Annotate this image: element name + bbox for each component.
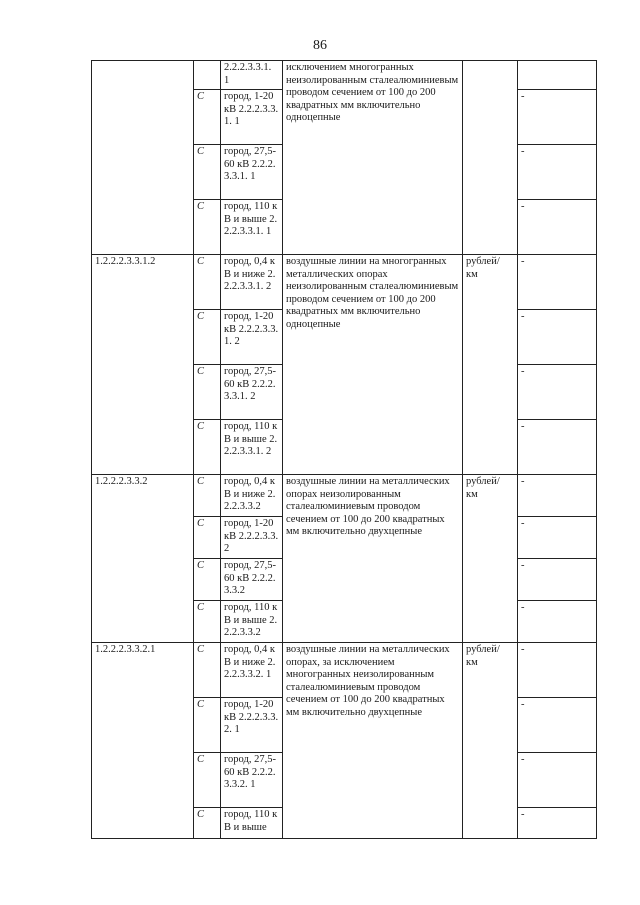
row-letter: C (194, 559, 221, 601)
row-letter: C (194, 753, 221, 808)
row-name: город, 0,4 кВ и ниже 2.2.2.3.3.1. 2 (221, 255, 283, 310)
section-unit: рублей/ км (463, 643, 518, 839)
row-name: город, 110 кВ и выше 2.2.2.3.3.1. 2 (221, 420, 283, 475)
section-description: воздушные линии на многогранных металлических опорах неизолированным сталеалюминиевым проводом сечением от 100 до 200 квадратных мм включительно одноцепные (283, 255, 463, 475)
row-value: - (518, 255, 597, 310)
row-name: город, 1-20 кВ 2.2.2.3.3.1. 1 (221, 90, 283, 145)
section-description: исключением многогранных неизолированным сталеалюминиевым проводом сечением от 100 до 200 квадратных мм включительно одноцепные (283, 61, 463, 255)
section-description: воздушные линии на металлических опорах, за исключением многогранных неизолированным сталеалюминиевым проводом сечением от 100 до 200 квадратных мм включительно двухцепные (283, 643, 463, 839)
section-code: 1.2.2.2.3.3.1.2 (92, 255, 194, 475)
row-letter: C (194, 255, 221, 310)
section-unit: рублей/ км (463, 255, 518, 475)
table-row (92, 643, 597, 698)
row-letter: C (194, 698, 221, 753)
row-name: город, 110 кВ и выше 2.2.2.3.3.1. 1 (221, 200, 283, 255)
row-letter: C (194, 808, 221, 839)
row-name: город, 1-20 кВ 2.2.2.3.3.2. 1 (221, 698, 283, 753)
section-unit: рублей/ км (463, 475, 518, 643)
page-number: 86 (313, 38, 327, 53)
row-name: город, 27,5-60 кВ 2.2.2.3.3.1. 2 (221, 365, 283, 420)
row-letter: C (194, 310, 221, 365)
row-value: - (518, 145, 597, 200)
row-name: город, 1-20 кВ 2.2.2.3.3.2 (221, 517, 283, 559)
row-letter: C (194, 90, 221, 145)
row-value: - (518, 753, 597, 808)
row-value: - (518, 365, 597, 420)
table-row (92, 255, 597, 310)
row-name: город, 110 кВ и выше (221, 808, 283, 839)
row-name: город, 27,5-60 кВ 2.2.2.3.3.2 (221, 559, 283, 601)
section-code: 1.2.2.2.3.3.2.1 (92, 643, 194, 839)
row-value: - (518, 200, 597, 255)
row-value: - (518, 420, 597, 475)
row-name: город, 0,4 кВ и ниже 2.2.2.3.3.2. 1 (221, 643, 283, 698)
row-name: город, 27,5-60 кВ 2.2.2.3.3.1. 1 (221, 145, 283, 200)
row-name: город, 27,5-60 кВ 2.2.2.3.3.2. 1 (221, 753, 283, 808)
table-row (92, 61, 597, 90)
section-unit (463, 61, 518, 255)
row-letter (194, 61, 221, 90)
row-value: - (518, 698, 597, 753)
section-code (92, 61, 194, 255)
row-letter: C (194, 517, 221, 559)
rates-table (91, 60, 597, 839)
row-value: - (518, 475, 597, 517)
row-name: 2.2.2.3.3.1. 1 (221, 61, 283, 90)
row-value: - (518, 643, 597, 698)
row-value: - (518, 310, 597, 365)
row-letter: C (194, 475, 221, 517)
row-letter: C (194, 200, 221, 255)
row-name: город, 110 кВ и выше 2.2.2.3.3.2 (221, 601, 283, 643)
row-letter: C (194, 365, 221, 420)
table-body (92, 61, 597, 839)
row-letter: C (194, 145, 221, 200)
row-value: - (518, 601, 597, 643)
row-value: - (518, 90, 597, 145)
row-letter: C (194, 420, 221, 475)
section-code: 1.2.2.2.3.3.2 (92, 475, 194, 643)
row-value: - (518, 559, 597, 601)
section-description: воздушные линии на металлических опорах неизолированным сталеалюминиевым проводом сечением от 100 до 200 квадратных мм включительно двухцепные (283, 475, 463, 643)
row-letter: C (194, 601, 221, 643)
row-value: - (518, 517, 597, 559)
table-row (92, 475, 597, 517)
row-letter: C (194, 643, 221, 698)
row-name: город, 0,4 кВ и ниже 2.2.2.3.3.2 (221, 475, 283, 517)
row-value: - (518, 808, 597, 839)
row-value (518, 61, 597, 90)
row-name: город, 1-20 кВ 2.2.2.3.3.1. 2 (221, 310, 283, 365)
